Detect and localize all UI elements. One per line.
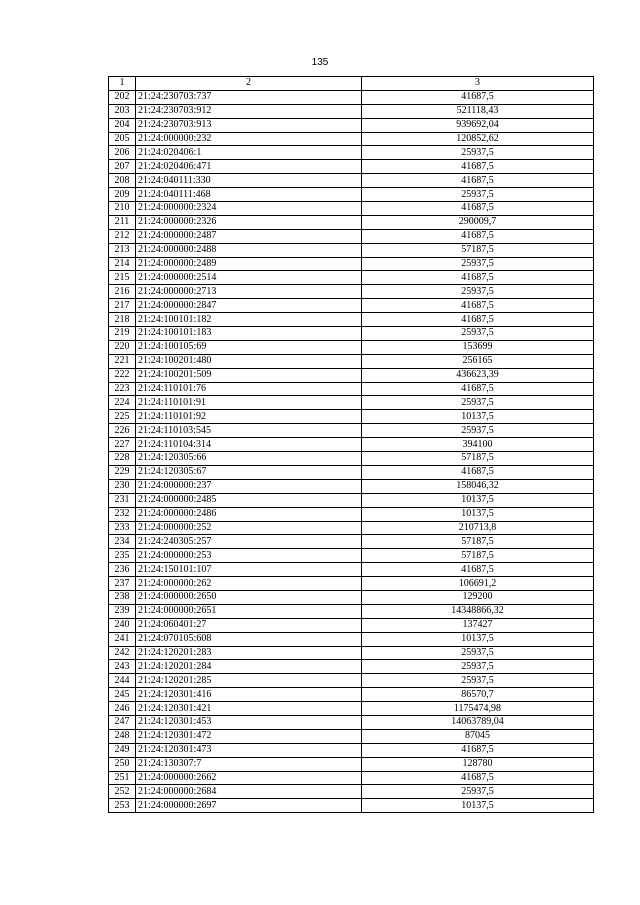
cadastral-value: 153699 [362, 340, 594, 354]
cadastral-value: 25937,5 [362, 146, 594, 160]
table-row [109, 674, 594, 688]
row-number: 234 [109, 535, 136, 549]
row-number: 252 [109, 785, 136, 799]
cadastral-value: 14063789,04 [362, 715, 594, 729]
table-row [109, 327, 594, 341]
cadastral-number: 21:24:100101:182 [136, 313, 362, 327]
table-row [109, 465, 594, 479]
row-number: 249 [109, 743, 136, 757]
table-row [109, 688, 594, 702]
cadastral-value: 939692,04 [362, 118, 594, 132]
cadastral-number: 21:24:000000:2662 [136, 771, 362, 785]
cadastral-number: 21:24:000000:2651 [136, 604, 362, 618]
row-number: 230 [109, 479, 136, 493]
cadastral-value: 10137,5 [362, 632, 594, 646]
cadastral-number: 21:24:230703:913 [136, 118, 362, 132]
cadastral-number: 21:24:150101:107 [136, 563, 362, 577]
column-header-3: 3 [362, 77, 594, 91]
table-row [109, 438, 594, 452]
table-row [109, 535, 594, 549]
row-number: 219 [109, 327, 136, 341]
table-row [109, 507, 594, 521]
cadastral-number: 21:24:000000:2488 [136, 243, 362, 257]
table-row [109, 285, 594, 299]
cadastral-number: 21:24:000000:2650 [136, 590, 362, 604]
cadastral-number: 21:24:000000:2489 [136, 257, 362, 271]
cadastral-value: 41687,5 [362, 90, 594, 104]
cadastral-number: 21:24:000000:2697 [136, 799, 362, 813]
cadastral-value: 25937,5 [362, 188, 594, 202]
row-number: 209 [109, 188, 136, 202]
table-row [109, 785, 594, 799]
row-number: 251 [109, 771, 136, 785]
cadastral-number: 21:24:040111:330 [136, 174, 362, 188]
row-number: 220 [109, 340, 136, 354]
row-number: 218 [109, 313, 136, 327]
row-number: 232 [109, 507, 136, 521]
cadastral-value: 436623,39 [362, 368, 594, 382]
table-row [109, 90, 594, 104]
cadastral-number: 21:24:100105:69 [136, 340, 362, 354]
cadastral-number: 21:24:070105:608 [136, 632, 362, 646]
cadastral-value: 129200 [362, 590, 594, 604]
row-number: 207 [109, 160, 136, 174]
table-row [109, 632, 594, 646]
cadastral-value: 25937,5 [362, 327, 594, 341]
table-row [109, 646, 594, 660]
row-number: 210 [109, 202, 136, 216]
table-row [109, 257, 594, 271]
row-number: 202 [109, 90, 136, 104]
table-row [109, 215, 594, 229]
table-row [109, 174, 594, 188]
table-row [109, 271, 594, 285]
cadastral-value: 25937,5 [362, 674, 594, 688]
table-row [109, 660, 594, 674]
table-row [109, 757, 594, 771]
table-row [109, 702, 594, 716]
row-number: 216 [109, 285, 136, 299]
cadastral-number: 21:24:110101:91 [136, 396, 362, 410]
table-row [109, 521, 594, 535]
row-number: 237 [109, 577, 136, 591]
cadastral-number: 21:24:000000:2324 [136, 202, 362, 216]
table-row [109, 771, 594, 785]
cadastral-number: 21:24:000000:262 [136, 577, 362, 591]
cadastral-value: 41687,5 [362, 465, 594, 479]
table-row [109, 452, 594, 466]
cadastral-number: 21:24:000000:2847 [136, 299, 362, 313]
cadastral-number: 21:24:230703:912 [136, 104, 362, 118]
cadastral-number: 21:24:120201:284 [136, 660, 362, 674]
cadastral-value: 10137,5 [362, 507, 594, 521]
cadastral-value: 10137,5 [362, 410, 594, 424]
cadastral-number: 21:24:000000:237 [136, 479, 362, 493]
table-row [109, 202, 594, 216]
cadastral-value: 10137,5 [362, 799, 594, 813]
cadastral-number: 21:24:020406:471 [136, 160, 362, 174]
table-row [109, 354, 594, 368]
cadastral-value: 210713,8 [362, 521, 594, 535]
row-number: 231 [109, 493, 136, 507]
row-number: 250 [109, 757, 136, 771]
table-row [109, 299, 594, 313]
table-row [109, 604, 594, 618]
row-number: 253 [109, 799, 136, 813]
cadastral-value: 521118,43 [362, 104, 594, 118]
cadastral-value: 25937,5 [362, 785, 594, 799]
row-number: 222 [109, 368, 136, 382]
cadastral-number: 21:24:000000:2514 [136, 271, 362, 285]
row-number: 203 [109, 104, 136, 118]
cadastral-number: 21:24:120305:66 [136, 452, 362, 466]
table-row [109, 493, 594, 507]
cadastral-number: 21:24:000000:2486 [136, 507, 362, 521]
cadastral-value: 290009,7 [362, 215, 594, 229]
cadastral-value: 41687,5 [362, 382, 594, 396]
cadastral-value: 137427 [362, 618, 594, 632]
cadastral-number: 21:24:000000:2326 [136, 215, 362, 229]
cadastral-value: 25937,5 [362, 257, 594, 271]
row-number: 228 [109, 452, 136, 466]
cadastral-number: 21:24:000000:2713 [136, 285, 362, 299]
cadastral-number: 21:24:120201:285 [136, 674, 362, 688]
cadastral-number: 21:24:000000:252 [136, 521, 362, 535]
cadastral-number: 21:24:120301:416 [136, 688, 362, 702]
cadastral-number: 21:24:110101:76 [136, 382, 362, 396]
table-row [109, 146, 594, 160]
cadastral-value: 25937,5 [362, 424, 594, 438]
cadastral-value: 41687,5 [362, 563, 594, 577]
cadastral-number: 21:24:110104:314 [136, 438, 362, 452]
page-number: 135 [311, 57, 329, 68]
table-row [109, 563, 594, 577]
row-number: 205 [109, 132, 136, 146]
cadastral-number: 21:24:120301:473 [136, 743, 362, 757]
cadastral-number: 21:24:000000:2487 [136, 229, 362, 243]
cadastral-value: 106691,2 [362, 577, 594, 591]
cadastral-value: 128780 [362, 757, 594, 771]
row-number: 214 [109, 257, 136, 271]
cadastral-value: 25937,5 [362, 285, 594, 299]
table-row [109, 618, 594, 632]
cadastral-value: 41687,5 [362, 160, 594, 174]
cadastral-value: 41687,5 [362, 743, 594, 757]
row-number: 221 [109, 354, 136, 368]
row-number: 236 [109, 563, 136, 577]
table-row [109, 729, 594, 743]
row-number: 212 [109, 229, 136, 243]
table-row [109, 743, 594, 757]
table-row [109, 132, 594, 146]
row-number: 238 [109, 590, 136, 604]
row-number: 244 [109, 674, 136, 688]
cadastral-value: 25937,5 [362, 646, 594, 660]
table-row [109, 243, 594, 257]
table-row [109, 313, 594, 327]
row-number: 246 [109, 702, 136, 716]
cadastral-number: 21:24:060401:27 [136, 618, 362, 632]
table-row [109, 715, 594, 729]
row-number: 204 [109, 118, 136, 132]
table-body [109, 90, 594, 812]
cadastral-value: 1175474,98 [362, 702, 594, 716]
cadastral-value: 86570,7 [362, 688, 594, 702]
cadastral-value-table [108, 76, 594, 813]
cadastral-value: 158046,32 [362, 479, 594, 493]
row-number: 229 [109, 465, 136, 479]
cadastral-number: 21:24:110103:545 [136, 424, 362, 438]
cadastral-value: 394100 [362, 438, 594, 452]
row-number: 223 [109, 382, 136, 396]
table-row [109, 382, 594, 396]
cadastral-value: 256165 [362, 354, 594, 368]
cadastral-value: 25937,5 [362, 396, 594, 410]
row-number: 235 [109, 549, 136, 563]
cadastral-value: 41687,5 [362, 174, 594, 188]
cadastral-value: 57187,5 [362, 549, 594, 563]
table-row [109, 396, 594, 410]
cadastral-number: 21:24:120301:421 [136, 702, 362, 716]
cadastral-number: 21:24:120201:283 [136, 646, 362, 660]
row-number: 224 [109, 396, 136, 410]
cadastral-number: 21:24:230703:737 [136, 90, 362, 104]
cadastral-value: 41687,5 [362, 299, 594, 313]
table-row [109, 188, 594, 202]
table-row [109, 340, 594, 354]
table-row [109, 424, 594, 438]
table-row [109, 368, 594, 382]
table-row [109, 229, 594, 243]
row-number: 241 [109, 632, 136, 646]
table-header-row [109, 77, 594, 91]
cadastral-value: 41687,5 [362, 313, 594, 327]
table-row [109, 410, 594, 424]
table-row [109, 118, 594, 132]
row-number: 242 [109, 646, 136, 660]
cadastral-number: 21:24:130307:7 [136, 757, 362, 771]
column-header-1: 1 [109, 77, 136, 91]
cadastral-number: 21:24:100201:480 [136, 354, 362, 368]
cadastral-number: 21:24:000000:2485 [136, 493, 362, 507]
cadastral-value: 41687,5 [362, 771, 594, 785]
row-number: 225 [109, 410, 136, 424]
table-row [109, 577, 594, 591]
cadastral-number: 21:24:120301:453 [136, 715, 362, 729]
row-number: 245 [109, 688, 136, 702]
row-number: 211 [109, 215, 136, 229]
cadastral-value: 41687,5 [362, 229, 594, 243]
table-row [109, 799, 594, 813]
cadastral-value: 57187,5 [362, 452, 594, 466]
row-number: 206 [109, 146, 136, 160]
cadastral-value: 57187,5 [362, 535, 594, 549]
cadastral-value: 41687,5 [362, 271, 594, 285]
cadastral-number: 21:24:100201:509 [136, 368, 362, 382]
cadastral-number: 21:24:110101:92 [136, 410, 362, 424]
row-number: 248 [109, 729, 136, 743]
cadastral-number: 21:24:000000:2684 [136, 785, 362, 799]
cadastral-value: 14348866,32 [362, 604, 594, 618]
row-number: 243 [109, 660, 136, 674]
row-number: 240 [109, 618, 136, 632]
cadastral-value: 57187,5 [362, 243, 594, 257]
row-number: 233 [109, 521, 136, 535]
row-number: 208 [109, 174, 136, 188]
cadastral-number: 21:24:020406:1 [136, 146, 362, 160]
cadastral-number: 21:24:000000:253 [136, 549, 362, 563]
table-row [109, 104, 594, 118]
cadastral-value: 120852,62 [362, 132, 594, 146]
row-number: 227 [109, 438, 136, 452]
table-row [109, 479, 594, 493]
cadastral-number: 21:24:120301:472 [136, 729, 362, 743]
row-number: 226 [109, 424, 136, 438]
cadastral-value: 41687,5 [362, 202, 594, 216]
row-number: 215 [109, 271, 136, 285]
cadastral-number: 21:24:040111:468 [136, 188, 362, 202]
row-number: 247 [109, 715, 136, 729]
cadastral-number: 21:24:240305:257 [136, 535, 362, 549]
row-number: 239 [109, 604, 136, 618]
table-row [109, 549, 594, 563]
row-number: 213 [109, 243, 136, 257]
cadastral-value: 10137,5 [362, 493, 594, 507]
cadastral-value: 25937,5 [362, 660, 594, 674]
column-header-2: 2 [136, 77, 362, 91]
cadastral-number: 21:24:100101:183 [136, 327, 362, 341]
cadastral-number: 21:24:120305:67 [136, 465, 362, 479]
cadastral-value: 87045 [362, 729, 594, 743]
table-row [109, 590, 594, 604]
cadastral-number: 21:24:000000:232 [136, 132, 362, 146]
table-row [109, 160, 594, 174]
row-number: 217 [109, 299, 136, 313]
